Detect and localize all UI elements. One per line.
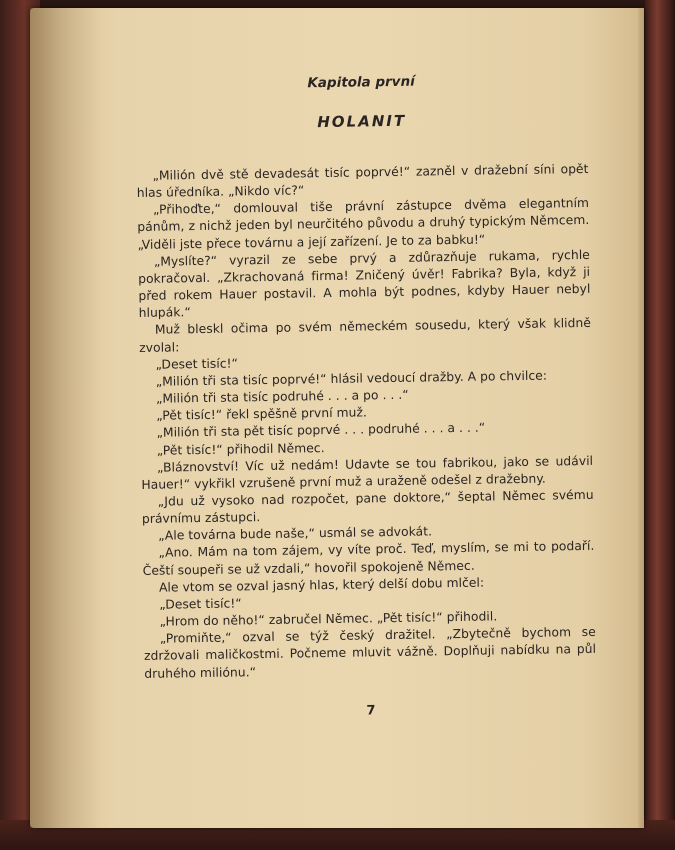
paragraph: „Ano. Mám na tom zájem, vy víte proč. Teď, myslím, se mi to podaří. Čeští soupeři se už vzdali,“ hovořil spokojeně Němec. xyxy=(142,539,595,578)
page-number: 7 xyxy=(366,702,376,719)
paragraph: „Hrom do něho!“ zabručel Němec. „Pět tisíc!“ přihodil. xyxy=(159,609,498,629)
chapter-title: HOLANIT xyxy=(317,111,407,132)
page-gutter-shadow xyxy=(30,8,100,828)
paragraph: „Pět tisíc!“ přihodil Němec. xyxy=(156,440,325,458)
paragraph: Ale vtom se ozval jasný hlas, který delší dobu mlčel: xyxy=(158,575,485,595)
paragraph: „Milión tři sta tisíc poprvé!“ hlásil vedoucí dražby. A po chvilce: xyxy=(155,368,548,389)
paragraph: Muž bleskl očima po svém německém sousedu, který však klidně zvolal: xyxy=(139,316,592,355)
paragraph: „Deset tisíc!“ xyxy=(155,356,239,372)
paragraph: „Bláznovství! Víc už nedám! Udavte se tou fabrikou, jako se udávil Hauer!“ vykřikl vzrušeně první muž a uraženě odešel z dražebny. xyxy=(141,453,594,492)
paragraph: „Myslíte?“ vyrazil ze sebe prvý a zdůrazňuje rukama, rychle pokračoval. „Zkrachovaná firma! Zničený úvěr! Fabrika? Byla, když ji před rokem Hauer postavil. A mohla být podnes, kdyby Hauer nebyl hlupák.“ xyxy=(138,247,591,321)
page-edge xyxy=(638,8,644,828)
paragraph: „Pět tisíc!“ řekl spěšně první muž. xyxy=(156,405,368,423)
paragraph: „Milión dvě stě devadesát tisíc poprvé!“ zazněl v dražební síni opět hlas úředníka. „Nikdo víc?“ xyxy=(136,161,589,201)
paragraph: „Přihoďte,“ domlouval tiše právní zástupce dvěma elegantním pánům, z nichž jeden byl neurčitého původu a druhý typickým Němcem. „Viděli jste přece továrnu a její zařízení. Je to za babku!“ xyxy=(137,196,590,252)
paragraph: „Promiňte,“ ozval se týž český dražitel. „Zbytečně bychom se zdržovali maličkostmi. Počneme mluvit vážně. Doplňuji nabídku na půl druhého miliónu.“ xyxy=(143,625,597,681)
paragraph: „Deset tisíc!“ xyxy=(159,596,242,612)
book-page xyxy=(30,8,644,828)
paragraph: „Milión tři sta pět tisíc poprvé . . . podruhé . . . a . . .“ xyxy=(156,420,486,441)
chapter-heading: Kapitola první xyxy=(307,73,415,92)
paragraph: „Milión tři sta tisíc podruhé . . . a po . . .“ xyxy=(155,387,409,406)
book-cover-right xyxy=(645,0,675,850)
page-text-block xyxy=(135,71,597,722)
paragraph: „Ale továrna bude naše,“ usmál se advokát. xyxy=(158,524,433,543)
paragraph: „Jdu už vysoko nad rozpočet, pane doktore,“ šeptal Němec svému právnímu zástupci. xyxy=(141,487,594,527)
